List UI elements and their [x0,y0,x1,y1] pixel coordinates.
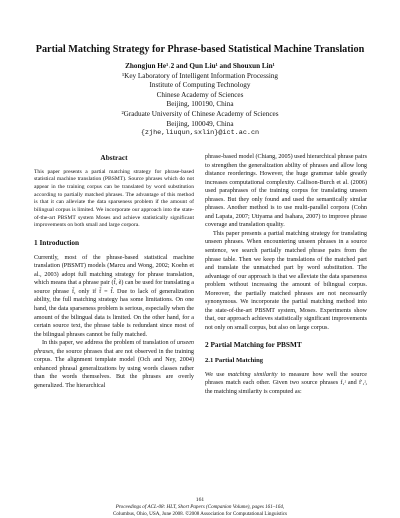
subsection-heading-partial-matching: 2.1 Partial Matching [205,357,264,365]
author-names: Zhongjun He¹˒2 and Qun Liu¹ and Shouxun Lin¹ [125,62,275,70]
left-column [34,154,194,390]
page-footer [20,497,380,517]
affiliation-1: ¹Key Laboratory of Intelligent Information Processing [121,71,279,80]
section-heading-partial-matching: 2 Partial Matching for PBSMT [205,340,302,350]
affiliation-2-city: Beijing, 100049, China [166,119,234,128]
intro-paragraph-2 [34,339,194,390]
unseen-phrases-term: unseen phrases [34,340,194,355]
intro-p2-start: In this paper, we address the problem of translation of [42,340,177,347]
affiliation-1-city: Beijing, 100190, China [166,100,234,109]
partial-matching-paragraph [205,371,367,397]
copyright-line: Columbus, Ohio, USA, June 2008. ©2008 Association for Computational Linguistics [112,510,288,517]
abstract-text: This paper presents a partial matching strategy for phrase-based statistical machine translation (PBSMT). Source phrases which do not appear in the training corpus can be translated by word substitution according to partially matched phrases. The advantage of this method is that it can alleviate the data sparseness problem if the amount of bilingual corpus is limited. We incorporate our approach into the state-of-the-art PBSMT system Moses and achieve statistically significant improvements on both small and large corpora. [34,168,194,229]
author-emails: {zjhe,liuqun,sxlin}@ict.ac.cn [140,129,260,138]
matching-similarity-term: matching similarity [227,371,278,378]
pm-p-start: We use [205,371,228,378]
right-column [205,153,367,396]
affiliation-1-organization: Chinese Academy of Sciences [156,90,244,99]
intro-p2-end: , the source phrases that are not observed in the training corpus. The alignment template model (Och and Ney, 2004) enhanced phrasal generalizations by using words classes rather than the words themselves. But the phrases are overly generalized. The hierarchical [34,348,194,389]
page-number: 161 [195,497,205,503]
intro-paragraph-4: This paper presents a partial matching strategy for translating unseen phrases. When encountering unseen phrases in a source sentence, we search partially matched phrase pairs from the phrase table. Then we keep the translations of the matched part and translate the unmatched part by word substitution. The advantage of our approach is that we alleviate the data sparseness problem without increasing the amount of bilingual corpus. Moreover, the partially matched phrases are not necessarily synonymous. We incorporate the partial matching method into the state-of-the-art PBSMT system, Moses. Experiments show that, our approach achieves statistically significant improvements not only on small corpus, but also on large corpus. [205,230,367,331]
proceedings-line: Proceedings of ACL-08: HLT, Short Papers (Companion Volume), pages 161–164, [115,504,285,511]
section-heading-introduction: 1 Introduction [34,238,80,248]
affiliation-1-institute: Institute of Computing Technology [149,81,251,90]
pm-p-end: to measure how well the source phrases match each other. Given two source phrases f₁ʲ and f′₁ʲ, the matching similarity is computed as: [205,371,367,395]
abstract-heading: Abstract [100,153,128,162]
paper-title: Partial Matching Strategy for Phrase-based Statistical Machine Translation [35,44,365,55]
intro-paragraph-1: Currently, most of the phrase-based statistical machine translation (PBSMT) models (Marcu and Wong, 2002; Koehn et al., 2003) adopt full matching strategy for phrase translation, which means that a phrase pair (f̃, ẽ) can be used for translating a source phrase f̄, only if f̄ = f̃. Due to lack of generalization ability, the full matching strategy has some limitations. On one hand, the data sparseness problem is serious, especially when the amount of the bilingual data is limited. On the other hand, for a certain source text, the phrase table is redundant since most of the bilingual phrases cannot be fully matched. [34,254,194,338]
intro-paragraph-3: phrase-based model (Chiang, 2005) used hierarchical phrase pairs to strengthen the generalization ability of phrases and allow long distance reorderings. However, the huge grammar table greatly increases computational complexity. Callison-Burch et al. (2006) used paraphrases of the training corpus for translating unseen phrases. But they only found and used the semantically similar phrases. Another method is to use multi-parallel corpora (Cohn and Lapata, 2007; Utiyama and Isahara, 2007) to improve phrase coverage and translation quality. [205,154,367,229]
affiliation-2: ²Graduate University of Chinese Academy of Sciences [121,109,279,118]
author-block [60,62,340,139]
